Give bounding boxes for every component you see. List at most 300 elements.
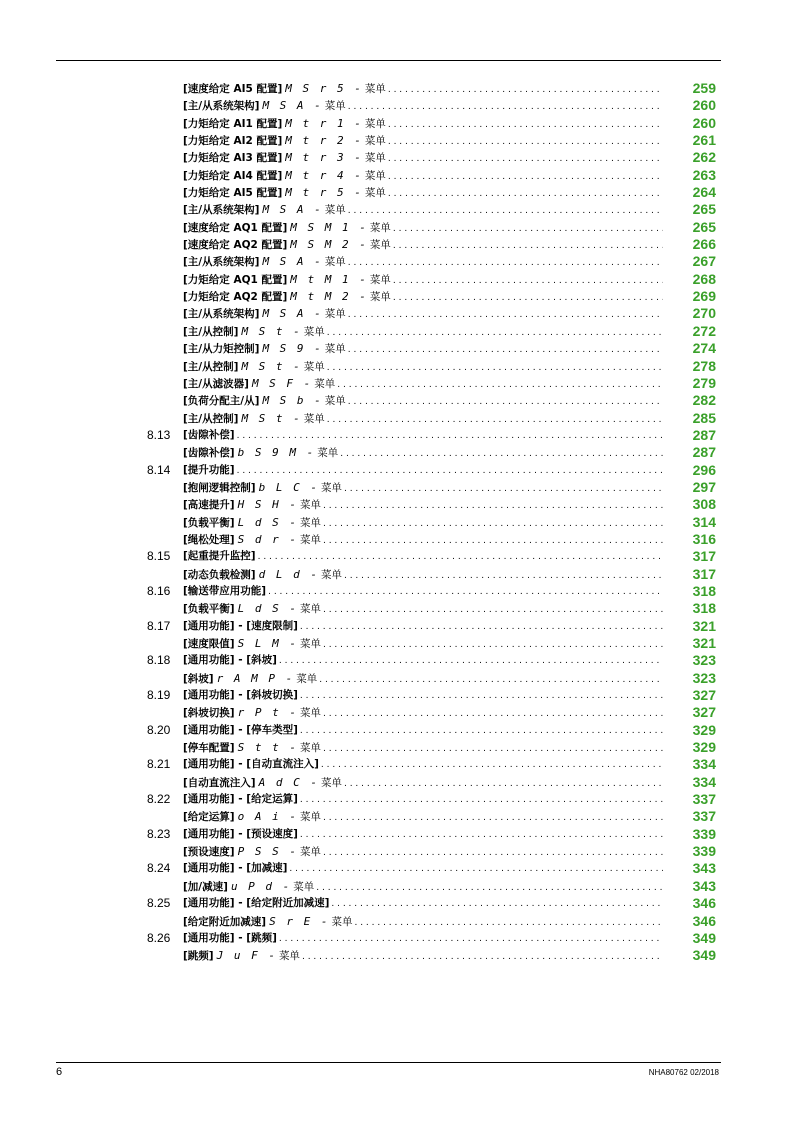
page-link[interactable]: 316 bbox=[692, 530, 716, 547]
section-number: 8.18 bbox=[147, 653, 171, 668]
toc-entry[interactable] bbox=[183, 323, 663, 342]
toc-entry[interactable] bbox=[183, 652, 663, 670]
toc-row[interactable] bbox=[0, 878, 793, 895]
menu-code: M t r 2 - bbox=[285, 134, 363, 148]
page-link[interactable]: 265 bbox=[692, 218, 716, 235]
menu-code: L d S - bbox=[237, 515, 298, 529]
menu-code: M S t - bbox=[241, 359, 302, 373]
toc-row[interactable] bbox=[0, 271, 793, 288]
toc-row[interactable] bbox=[0, 756, 793, 773]
toc-row[interactable] bbox=[0, 253, 793, 270]
toc-row[interactable] bbox=[0, 808, 793, 825]
entry-title[interactable]: [齿隙补偿] bbox=[183, 428, 235, 441]
entry-title[interactable]: [通用功能] - [预设速度] bbox=[183, 827, 298, 840]
menu-code: M S M 2 - bbox=[290, 238, 368, 252]
menu-code: M t M 2 - bbox=[290, 290, 368, 304]
page-link[interactable]: 282 bbox=[692, 392, 716, 409]
dot-leader bbox=[321, 757, 663, 774]
page-link[interactable]: 318 bbox=[692, 582, 716, 599]
toc-row[interactable] bbox=[0, 340, 793, 357]
page-link[interactable]: 260 bbox=[692, 114, 716, 131]
toc-row[interactable] bbox=[0, 600, 793, 617]
entry-title[interactable]: [斜坡] bbox=[183, 672, 214, 685]
toc-entry[interactable] bbox=[183, 201, 663, 220]
toc-entry[interactable] bbox=[183, 913, 663, 932]
toc-entry[interactable] bbox=[183, 253, 663, 272]
toc-entry[interactable] bbox=[183, 687, 663, 705]
entry-title[interactable]: [通用功能] - [斜坡切换] bbox=[183, 689, 298, 702]
toc-row[interactable] bbox=[0, 427, 793, 444]
page-link[interactable]: 337 bbox=[692, 808, 716, 825]
entry-title[interactable]: [主/从控制] bbox=[183, 360, 239, 373]
menu-suffix: 菜单 bbox=[299, 516, 321, 529]
toc-row[interactable] bbox=[0, 358, 793, 375]
menu-code: M S t - bbox=[241, 411, 302, 425]
toc-entry[interactable] bbox=[183, 600, 663, 619]
toc-entry[interactable] bbox=[183, 756, 663, 774]
section-number: 8.17 bbox=[147, 618, 171, 633]
entry-title[interactable]: [速度给定 AQ2 配置] bbox=[183, 239, 288, 252]
page-link[interactable]: 339 bbox=[692, 825, 716, 842]
toc-entry[interactable] bbox=[183, 271, 663, 290]
toc-row[interactable] bbox=[0, 149, 793, 166]
page-link[interactable]: 272 bbox=[692, 322, 716, 339]
toc-row[interactable] bbox=[0, 722, 793, 739]
entry-title[interactable]: [主/从控制] bbox=[183, 412, 239, 425]
menu-suffix: 菜单 bbox=[364, 117, 386, 130]
menu-suffix: 菜单 bbox=[303, 325, 325, 338]
dot-leader bbox=[300, 723, 663, 740]
menu-suffix: 菜单 bbox=[324, 395, 346, 408]
toc-row[interactable] bbox=[0, 132, 793, 149]
menu-suffix: 菜单 bbox=[299, 533, 321, 546]
menu-code: M S M 1 - bbox=[290, 220, 368, 234]
entry-title[interactable]: [力矩给定 AI4 配置] bbox=[183, 169, 283, 182]
menu-suffix: 菜单 bbox=[324, 308, 346, 321]
toc-entry[interactable] bbox=[183, 236, 663, 255]
menu-code: M t M 1 - bbox=[290, 272, 368, 286]
page-link[interactable]: 308 bbox=[692, 496, 716, 513]
toc-row[interactable] bbox=[0, 583, 793, 600]
toc-entry[interactable] bbox=[183, 219, 663, 238]
entry-title[interactable]: [停车配置] bbox=[183, 742, 235, 755]
toc-entry[interactable] bbox=[183, 444, 663, 463]
menu-code: b S 9 M - bbox=[237, 446, 316, 460]
page-link[interactable]: 327 bbox=[692, 687, 716, 704]
menu-code: A d C - bbox=[258, 775, 319, 789]
entry-title[interactable]: [负载平衡] bbox=[183, 603, 235, 616]
toc-entry[interactable] bbox=[183, 305, 663, 324]
toc-entry[interactable] bbox=[183, 132, 663, 151]
footer-page-number: 6 bbox=[56, 1066, 63, 1078]
toc-entry[interactable] bbox=[183, 531, 663, 550]
toc-row[interactable] bbox=[0, 236, 793, 253]
toc-entry[interactable] bbox=[183, 97, 663, 116]
entry-title[interactable]: [自动直流注入] bbox=[183, 776, 256, 789]
page-link[interactable]: 343 bbox=[692, 860, 716, 877]
entry-title[interactable]: [通用功能] - [速度限制] bbox=[183, 619, 298, 632]
toc-row[interactable] bbox=[0, 913, 793, 930]
toc-row[interactable] bbox=[0, 895, 793, 912]
dot-leader bbox=[279, 931, 663, 948]
toc-entry[interactable] bbox=[183, 340, 663, 359]
page-link[interactable]: 287 bbox=[692, 444, 716, 461]
entry-title[interactable]: [力矩给定 AQ1 配置] bbox=[183, 273, 288, 286]
toc-entry[interactable] bbox=[183, 462, 663, 480]
toc-row[interactable] bbox=[0, 514, 793, 531]
page-link[interactable]: 314 bbox=[692, 513, 716, 530]
menu-code: M t r 1 - bbox=[285, 116, 363, 130]
toc-entry[interactable] bbox=[183, 791, 663, 809]
page-link[interactable]: 287 bbox=[692, 426, 716, 443]
page-link[interactable]: 279 bbox=[692, 374, 716, 391]
page-link[interactable]: 337 bbox=[692, 791, 716, 808]
toc-row[interactable] bbox=[0, 548, 793, 565]
toc-entry[interactable] bbox=[183, 392, 663, 411]
toc-row[interactable] bbox=[0, 635, 793, 652]
entry-title[interactable]: [预设速度] bbox=[183, 846, 235, 859]
menu-suffix: 菜单 bbox=[299, 811, 321, 824]
toc-row[interactable] bbox=[0, 826, 793, 843]
toc-entry[interactable] bbox=[183, 583, 663, 601]
toc-row[interactable] bbox=[0, 201, 793, 218]
dot-leader bbox=[331, 896, 663, 913]
entry-title[interactable]: [齿隙补偿] bbox=[183, 447, 235, 460]
page-link[interactable]: 296 bbox=[692, 461, 716, 478]
toc-entry[interactable] bbox=[183, 670, 663, 689]
menu-suffix: 菜单 bbox=[324, 204, 346, 217]
menu-code: r A M P - bbox=[216, 671, 295, 685]
entry-title[interactable]: [通用功能] - [自动直流注入] bbox=[183, 758, 319, 771]
toc-row[interactable] bbox=[0, 670, 793, 687]
toc-entry[interactable] bbox=[183, 514, 663, 533]
toc-row[interactable] bbox=[0, 323, 793, 340]
menu-code: J u F - bbox=[216, 949, 277, 963]
toc-row[interactable] bbox=[0, 462, 793, 479]
entry-title[interactable]: [给定运算] bbox=[183, 811, 235, 824]
toc-entry[interactable] bbox=[183, 167, 663, 186]
menu-code: S d r - bbox=[237, 532, 298, 546]
toc-row[interactable] bbox=[0, 843, 793, 860]
toc-entry[interactable] bbox=[183, 410, 663, 429]
toc-row[interactable] bbox=[0, 618, 793, 635]
page-link[interactable]: 278 bbox=[692, 357, 716, 374]
page-link[interactable]: 346 bbox=[692, 895, 716, 912]
entry-title[interactable]: [力矩给定 AQ2 配置] bbox=[183, 291, 288, 304]
menu-suffix: 菜单 bbox=[331, 915, 353, 928]
page-link[interactable]: 327 bbox=[692, 704, 716, 721]
dot-leader bbox=[302, 949, 663, 966]
header-rule bbox=[56, 60, 721, 61]
toc-entry[interactable] bbox=[183, 479, 663, 498]
toc-row[interactable] bbox=[0, 531, 793, 548]
menu-suffix: 菜单 bbox=[299, 846, 321, 859]
entry-title[interactable]: [力矩给定 AI3 配置] bbox=[183, 152, 283, 165]
menu-suffix: 菜单 bbox=[320, 481, 342, 494]
dot-leader bbox=[237, 463, 663, 480]
entry-title[interactable]: [速度给定 AI5 配置] bbox=[183, 83, 283, 95]
toc-entry[interactable] bbox=[183, 774, 663, 793]
page-link[interactable]: 260 bbox=[692, 97, 716, 114]
table-of-contents bbox=[0, 80, 793, 965]
page-link[interactable]: 349 bbox=[692, 947, 716, 964]
menu-suffix: 菜单 bbox=[369, 239, 391, 252]
toc-entry[interactable] bbox=[183, 739, 663, 758]
section-number: 8.14 bbox=[147, 462, 171, 477]
entry-title[interactable]: [主/从系统架构] bbox=[183, 308, 260, 321]
toc-row[interactable] bbox=[0, 791, 793, 808]
menu-code: o A i - bbox=[237, 810, 298, 824]
page-link[interactable]: 268 bbox=[692, 270, 716, 287]
page-link[interactable]: 349 bbox=[692, 929, 716, 946]
menu-suffix: 菜单 bbox=[364, 169, 386, 182]
toc-entry[interactable] bbox=[183, 895, 663, 913]
page-link[interactable]: 265 bbox=[692, 201, 716, 218]
menu-code: M S 9 - bbox=[262, 342, 323, 356]
section-number: 8.20 bbox=[147, 722, 171, 737]
menu-suffix: 菜单 bbox=[369, 291, 391, 304]
toc-row[interactable] bbox=[0, 704, 793, 721]
toc-row[interactable] bbox=[0, 774, 793, 791]
page-link[interactable]: 321 bbox=[692, 635, 716, 651]
toc-row[interactable] bbox=[0, 305, 793, 322]
page-link[interactable]: 329 bbox=[692, 739, 716, 756]
menu-suffix: 菜单 bbox=[320, 568, 342, 581]
page-link[interactable]: 261 bbox=[692, 132, 716, 149]
toc-entry[interactable] bbox=[183, 496, 663, 515]
entry-title[interactable]: [动态负载检测] bbox=[183, 568, 256, 581]
page-link[interactable]: 323 bbox=[692, 669, 716, 686]
entry-title[interactable]: [速度限值] bbox=[183, 638, 235, 650]
entry-title[interactable]: [跳频] bbox=[183, 950, 214, 963]
page-link[interactable]: 297 bbox=[692, 478, 716, 495]
menu-code: M S A - bbox=[262, 203, 323, 217]
entry-title[interactable]: [力矩给定 AI5 配置] bbox=[183, 187, 283, 200]
entry-title[interactable]: [高速提升] bbox=[183, 499, 235, 512]
menu-suffix: 菜单 bbox=[364, 152, 386, 165]
menu-suffix: 菜单 bbox=[320, 776, 342, 789]
toc-entry[interactable] bbox=[183, 704, 663, 723]
entry-title[interactable]: [主/从力矩控制] bbox=[183, 343, 260, 356]
toc-entry[interactable] bbox=[183, 548, 663, 566]
menu-suffix: 菜单 bbox=[324, 343, 346, 356]
toc-row[interactable] bbox=[0, 444, 793, 461]
toc-row[interactable] bbox=[0, 860, 793, 877]
toc-entry[interactable] bbox=[183, 860, 663, 878]
menu-suffix: 菜单 bbox=[303, 360, 325, 373]
toc-entry[interactable] bbox=[183, 808, 663, 827]
entry-title[interactable]: [加/减速] bbox=[183, 880, 228, 893]
toc-row[interactable] bbox=[0, 947, 793, 964]
menu-code: P S S - bbox=[237, 845, 298, 859]
toc-entry[interactable] bbox=[183, 427, 663, 445]
entry-title[interactable]: [绳松处理] bbox=[183, 533, 235, 546]
menu-code: b L C - bbox=[258, 480, 319, 494]
toc-row[interactable] bbox=[0, 115, 793, 132]
page-link[interactable]: 329 bbox=[692, 721, 716, 738]
toc-row[interactable] bbox=[0, 167, 793, 184]
menu-suffix: 菜单 bbox=[324, 100, 346, 113]
dot-leader bbox=[300, 827, 663, 844]
entry-title[interactable]: [输送带应用功能] bbox=[183, 584, 267, 597]
toc-row[interactable] bbox=[0, 97, 793, 114]
menu-suffix: 菜单 bbox=[364, 187, 386, 200]
entry-title[interactable]: [给定附近加减速] bbox=[183, 915, 267, 928]
toc-row[interactable] bbox=[0, 184, 793, 201]
page-link[interactable]: 266 bbox=[692, 236, 716, 253]
page-link[interactable]: 346 bbox=[692, 912, 716, 929]
toc-entry[interactable] bbox=[183, 843, 663, 862]
menu-suffix: 菜单 bbox=[314, 377, 336, 390]
menu-suffix: 菜单 bbox=[369, 273, 391, 286]
menu-code: u P d - bbox=[230, 879, 292, 893]
page-link[interactable]: 262 bbox=[692, 149, 716, 166]
entry-title[interactable]: [力矩给定 AI1 配置] bbox=[183, 117, 283, 130]
page-link[interactable]: 274 bbox=[692, 340, 716, 357]
dot-leader bbox=[300, 792, 663, 809]
toc-row[interactable] bbox=[0, 739, 793, 756]
menu-code: M S F - bbox=[251, 376, 313, 390]
section-number: 8.21 bbox=[147, 757, 171, 772]
page-link[interactable]: 321 bbox=[692, 617, 716, 634]
dot-leader bbox=[300, 688, 663, 705]
toc-row[interactable] bbox=[0, 687, 793, 704]
toc-entry[interactable] bbox=[183, 566, 663, 585]
section-number: 8.15 bbox=[147, 549, 171, 564]
menu-suffix: 菜单 bbox=[278, 950, 300, 963]
entry-title[interactable]: [主/从控制] bbox=[183, 325, 239, 338]
entry-title[interactable]: [斜坡切换] bbox=[183, 707, 235, 720]
toc-entry[interactable] bbox=[183, 635, 663, 654]
page-link[interactable]: 339 bbox=[692, 843, 716, 860]
entry-title[interactable]: [通用功能] - [给定附近加减速] bbox=[183, 897, 330, 910]
entry-title[interactable]: [通用功能] - [停车类型] bbox=[183, 723, 298, 736]
menu-suffix: 菜单 bbox=[293, 880, 315, 893]
menu-code: M t r 4 - bbox=[285, 168, 363, 182]
menu-code: L d S - bbox=[237, 602, 298, 616]
entry-title[interactable]: [主/从滤波器] bbox=[183, 377, 249, 390]
entry-title[interactable]: [通用功能] - [跳频] bbox=[183, 931, 277, 944]
toc-entry[interactable] bbox=[183, 115, 663, 134]
menu-code: M S A - bbox=[262, 99, 323, 113]
page-link[interactable]: 269 bbox=[692, 288, 716, 305]
menu-code: M t r 5 - bbox=[285, 186, 363, 200]
toc-entry[interactable] bbox=[183, 149, 663, 168]
entry-title[interactable]: [起重提升监控] bbox=[183, 550, 256, 563]
toc-entry[interactable] bbox=[183, 826, 663, 844]
page-link[interactable]: 334 bbox=[692, 773, 716, 790]
menu-suffix: 菜单 bbox=[299, 742, 321, 755]
toc-entry[interactable] bbox=[183, 878, 663, 897]
toc-entry[interactable] bbox=[183, 288, 663, 307]
menu-code: M S A - bbox=[262, 307, 323, 321]
page-link[interactable]: 285 bbox=[692, 409, 716, 426]
footer-document-id: NHA80762 02/2018 bbox=[648, 1068, 719, 1077]
entry-title[interactable]: [抱闸逻辑控制] bbox=[183, 481, 256, 494]
toc-row[interactable] bbox=[0, 566, 793, 583]
dot-leader bbox=[289, 861, 663, 878]
toc-row[interactable] bbox=[0, 652, 793, 669]
toc-row[interactable] bbox=[0, 496, 793, 513]
menu-suffix: 菜单 bbox=[303, 412, 325, 425]
menu-code: d L d - bbox=[258, 567, 319, 581]
entry-title[interactable]: [负载平衡] bbox=[183, 516, 235, 529]
menu-code: S L M - bbox=[237, 637, 298, 650]
toc-row[interactable] bbox=[0, 930, 793, 947]
toc-entry[interactable] bbox=[183, 618, 663, 636]
menu-code: H S H - bbox=[237, 498, 298, 512]
menu-suffix: 菜单 bbox=[369, 221, 391, 234]
page-link[interactable]: 318 bbox=[692, 600, 716, 617]
page-link[interactable]: 317 bbox=[692, 565, 716, 582]
dot-leader bbox=[237, 428, 663, 445]
entry-title[interactable]: [通用功能] - [加减速] bbox=[183, 862, 288, 875]
toc-entry[interactable] bbox=[183, 358, 663, 377]
page-link[interactable]: 267 bbox=[692, 253, 716, 270]
page-link[interactable]: 323 bbox=[692, 652, 716, 669]
menu-code: S t t - bbox=[237, 741, 298, 755]
section-number: 8.25 bbox=[147, 896, 171, 911]
menu-code: M t r 3 - bbox=[285, 151, 363, 165]
toc-row[interactable] bbox=[0, 219, 793, 236]
page-link[interactable]: 263 bbox=[692, 166, 716, 183]
menu-suffix: 菜单 bbox=[364, 83, 386, 95]
section-number: 8.16 bbox=[147, 583, 171, 598]
section-number: 8.13 bbox=[147, 427, 171, 442]
menu-code: M S r 5 - bbox=[285, 82, 363, 95]
page-link[interactable]: 343 bbox=[692, 877, 716, 894]
dot-leader bbox=[268, 584, 663, 601]
menu-code: S r E - bbox=[269, 914, 330, 928]
toc-entry[interactable] bbox=[183, 722, 663, 740]
page-link[interactable]: 264 bbox=[692, 184, 716, 201]
entry-title[interactable]: [通用功能] - [斜坡] bbox=[183, 654, 277, 667]
toc-row[interactable] bbox=[0, 288, 793, 305]
entry-title[interactable]: [主/从系统架构] bbox=[183, 204, 260, 217]
page-link[interactable]: 259 bbox=[692, 80, 716, 96]
entry-title[interactable]: [力矩给定 AI2 配置] bbox=[183, 135, 283, 148]
entry-title[interactable]: [主/从系统架构] bbox=[183, 100, 260, 113]
section-number: 8.24 bbox=[147, 861, 171, 876]
toc-row[interactable] bbox=[0, 392, 793, 409]
menu-suffix: 菜单 bbox=[296, 672, 318, 685]
toc-entry[interactable] bbox=[183, 930, 663, 948]
entry-title[interactable]: [负荷分配主/从] bbox=[183, 395, 260, 408]
entry-title[interactable]: [提升功能] bbox=[183, 463, 235, 476]
menu-code: M S t - bbox=[241, 324, 302, 338]
entry-title[interactable]: [通用功能] - [给定运算] bbox=[183, 793, 298, 806]
toc-row[interactable] bbox=[0, 410, 793, 427]
menu-code: M S b - bbox=[262, 394, 323, 408]
page-link[interactable]: 317 bbox=[692, 548, 716, 565]
toc-entry[interactable] bbox=[183, 375, 663, 394]
page-link[interactable]: 270 bbox=[692, 305, 716, 322]
page-link[interactable]: 334 bbox=[692, 756, 716, 773]
toc-row[interactable] bbox=[0, 479, 793, 496]
toc-entry[interactable] bbox=[183, 947, 663, 966]
entry-title[interactable]: [速度给定 AQ1 配置] bbox=[183, 221, 288, 234]
entry-title[interactable]: [主/从系统架构] bbox=[183, 256, 260, 269]
footer-rule bbox=[56, 1062, 721, 1063]
toc-entry[interactable] bbox=[183, 184, 663, 203]
section-number: 8.23 bbox=[147, 826, 171, 841]
toc-row[interactable] bbox=[0, 80, 793, 97]
menu-code: M S A - bbox=[262, 255, 323, 269]
section-number: 8.19 bbox=[147, 688, 171, 703]
toc-entry[interactable] bbox=[183, 80, 663, 99]
toc-row[interactable] bbox=[0, 375, 793, 392]
section-number: 8.26 bbox=[147, 930, 171, 945]
